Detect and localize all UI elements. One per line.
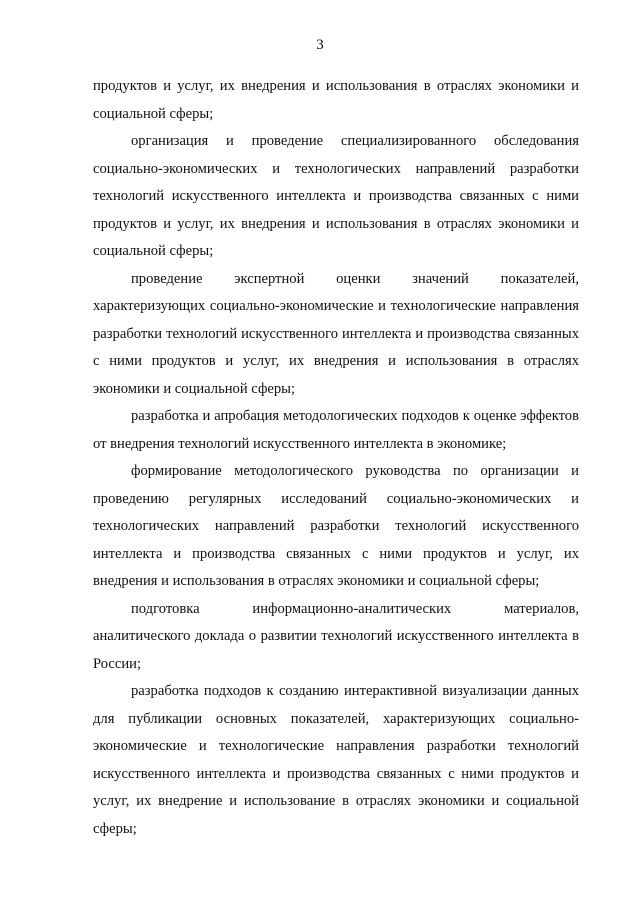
paragraph-1: продуктов и услуг, их внедрения и использования в отраслях экономики и социальной сферы;	[93, 78, 579, 122]
document-body	[93, 73, 579, 843]
paragraph-6: подготовка информационно-аналитических материалов, аналитического доклада о развитии технологий искусственного интеллекта в России;	[93, 600, 579, 672]
paragraph-4: разработка и апробация методологических подходов к оценке эффектов от внедрения технологий искусственного интеллекта в экономике;	[93, 408, 579, 452]
paragraph-3: проведение экспертной оценки значений показателей, характеризующих социально-экономические и технологические направления разработки технологий искусственного интеллекта и производства связанных с ними продуктов и услуг, их внедрения и использования в отраслях экономики и социальной сферы;	[93, 270, 579, 397]
paragraph-7: разработка подходов к созданию интерактивной визуализации данных для публикации основных показателей, характеризующих социально-экономические и технологические направления разработки технологий искусственного интеллекта и производства связанных с ними продуктов и услуг, их внедрение и использование в отраслях экономики и социальной сферы;	[93, 683, 579, 837]
paragraph-2: организация и проведение специализированного обследования социально-экономических и технологических направлений разработки технологий искусственного интеллекта и производства связанных с ними продуктов и услуг, их внедрения и использования в отраслях экономики и социальной сферы;	[93, 133, 579, 259]
page-number: 3	[316, 37, 324, 53]
paragraph-5: формирование методологического руководства по организации и проведению регулярных исследований социально-экономических и технологических направлений разработки технологий искусственного интеллекта и производства связанных с ними продуктов и услуг, их внедрения и использования в отраслях экономики и социальной сферы;	[93, 463, 579, 589]
